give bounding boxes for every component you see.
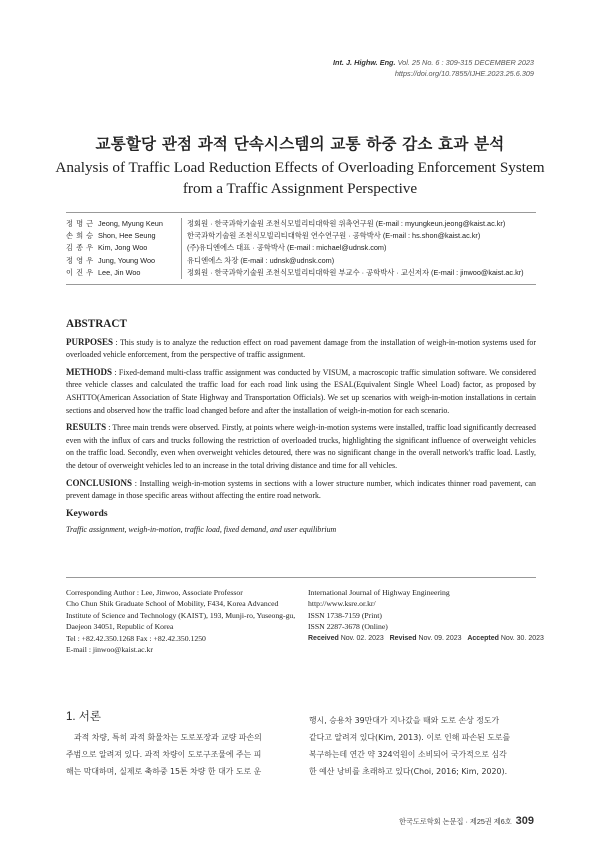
correspondence-line: Corresponding Author : Lee, Jinwoo, Associate Professor [66,588,243,597]
revised-label: Revised [389,634,417,642]
correspondence-block [66,587,295,655]
author-name-en: Shon, Hee Seung [98,230,182,242]
correspondence-line: Tel : +82.42.350.1268 Fax : +82.42.350.1250 [66,633,206,643]
author-bottom-rule [66,284,536,285]
body-line: 과적 차량, 특히 과적 화물차는 도로포장과 교량 파손의 [74,733,262,742]
correspondence-line: Cho Chun Shik Graduate School of Mobility, F434, Korea Advanced [66,599,279,609]
journal-abbrev: Int. J. Highw. Eng. [332,58,396,67]
abstract-heading: ABSTRACT [66,318,127,330]
abstract-purposes [66,336,536,362]
english-title-line-1: Analysis of Traffic Load Reduction Effects of Overloading Enforcement System [55,159,545,176]
issue-meta: Vol. 25 No. 6 : 309-315 DECEMBER 2023 [397,58,534,67]
body-line: 한 예산 낭비를 초래하고 있다(Choi, 2016; Kim, 2020). [309,767,508,776]
received-date: Nov. 02. 2023 [340,634,384,642]
purposes-label: PURPOSES [66,336,114,347]
author-name-en: Jeong, Myung Keun [98,218,182,230]
author-name-en: Lee, Jin Woo [98,267,182,279]
author-affiliation: 정회원 · 한국과학기술원 조천식모빌리티대학원 위촉연구원 (E-mail : myungkeun.jeong@kaist.ac.kr) [187,219,506,228]
page-footer [399,815,534,827]
conclusions-label: CONCLUSIONS [66,477,133,488]
correspondence-email[interactable]: E-mail : jinwoo@kaist.ac.kr [66,645,153,655]
keywords-label: Keywords [66,507,108,519]
journal-info-line: International Journal of Highway Engineering [308,588,450,597]
results-label: RESULTS [66,422,107,433]
journal-info-block [308,587,544,644]
author-row [66,242,536,254]
results-text: : Three main trends were observed. Firstly, at points where weigh-in-motion systems were installed, traffic load significantly decreased even with the influx of cars and trucks following the restriction of overloaded trucks, highlighting the significant influence of overweight vehicles on the traffic load. Secondly, even when overweight vehicles detoured, there was no significant change in the overall network's traffic load. Lastly, the detour of overweight vehicles led to an increase in the total driving distance and time for all vehicles. [66,423,536,470]
footnote-rule [66,577,536,578]
keywords-text: Traffic assignment, weigh-in-motion, traffic load, fixed demand, and user equilibrium [66,524,337,534]
author-name-ko: 정 영 우 [66,255,94,265]
author-row [66,255,536,267]
body-line: 해는 막대하며, 실제로 축하중 15톤 차량 한 대가 도로 운 [66,767,262,776]
body-line: 복구하는데 연간 약 324억원이 소비되어 국가적으로 심각 [309,750,507,759]
section-heading: 1. 서론 [66,711,102,723]
korean-title: 교통할당 관점 과적 단속시스템의 교통 하중 감소 효과 분석 [95,135,505,153]
methods-text: : Fixed-demand multi-class traffic assignment was conducted by VISUM, a macroscopic traffic simulation software. We considered three vehicle classes and calculated the traffic load for each road link using the ESAL(Equivalent Single Wheel Load) factor, as proposed by ASHTTO(American Association of State Highway and Transportation Officials). We set up scenarios with weigh-in-motion installations in certain sections and observed how the traffic load changed before and after the installation of weigh-in-motion for each scenario. [66,367,536,415]
author-row [66,267,536,279]
abstract-results [66,421,536,472]
abstract-section [66,318,536,540]
abstract-methods [66,366,536,417]
journal-url[interactable]: http://www.ksre.or.kr/ [308,599,376,609]
author-row [66,218,536,230]
conclusions-text: : Installing weigh-in-motion systems in sections with a lower structure number, which indicates thinner road pavement, can prevent damage in those specific areas without affecting the entire road network. [66,478,536,501]
footer-journal-name: 한국도로학회 논문집 · 제25권 제6호 [399,817,512,826]
author-affiliation: (주)유디엔에스 대표 · 공학박사 (E-mail : michael@udnsk.com) [187,243,387,253]
accepted-date: Nov. 30. 2023 [500,634,544,642]
abstract-conclusions [66,477,536,503]
author-row [66,230,536,242]
author-name-ko: 김 종 우 [66,243,94,253]
journal-header [333,57,534,79]
correspondence-line: Daejeon 34051, Republic of Korea [66,622,174,632]
doi-link[interactable]: https://doi.org/10.7855/IJHE.2023.25.6.309 [394,69,534,78]
journal-info-line: ISSN 1738-7159 (Print) [308,610,382,620]
received-label: Received [308,634,339,642]
journal-info-line: ISSN 2287-3678 (Online) [308,622,388,632]
purposes-text: : This study is to analyze the reduction effect on road pavement damage from the installation of weigh-in-motion systems used for overloaded vehicle enforcement, from the perspective of traffic assignment. [66,337,536,360]
submission-dates [308,633,544,644]
author-name-ko: 이 진 우 [66,267,94,277]
body-column-right [309,712,535,780]
author-list [66,218,536,279]
body-column-left [66,729,292,780]
author-name-en: Jung, Young Woo [98,255,182,267]
author-name-ko: 정 명 근 [66,219,94,228]
body-line: 행시, 승용차 39만대가 지나갔을 때와 도로 손상 정도가 [309,716,500,725]
correspondence-line: Institute of Science and Technology (KAIST), 193, Munji-ro, Yuseong-gu, [66,610,296,620]
english-title [0,157,600,199]
author-affiliation: 유디엔에스 차장 (E-mail : udnsk@udnsk.com) [187,255,335,265]
body-line: 같다고 알려져 있다(Kim, 2013). 이로 인해 파손된 도로를 [309,733,511,742]
revised-date: Nov. 09. 2023 [418,634,462,642]
author-affiliation: 한국과학기술원 조천식모빌리티대학원 연수연구원 · 공학박사 (E-mail : hs.shon@kaist.ac.kr) [187,231,481,241]
english-title-line-2: from a Traffic Assignment Perspective [182,180,418,197]
accepted-label: Accepted [467,634,499,642]
body-line: 주범으로 알려져 있다. 과적 차량이 도로구조물에 주는 피 [66,750,262,759]
author-name-en: Kim, Jong Woo [98,242,182,254]
author-top-rule [66,212,536,213]
author-affiliation: 정회원 · 한국과학기술원 조천식모빌리티대학원 부교수 · 공학박사 · 교신저자 (E-mail : jinwoo@kaist.ac.kr) [187,267,524,277]
author-name-ko: 손 희 승 [66,231,94,241]
page-number: 309 [515,815,534,827]
methods-label: METHODS [66,366,113,377]
